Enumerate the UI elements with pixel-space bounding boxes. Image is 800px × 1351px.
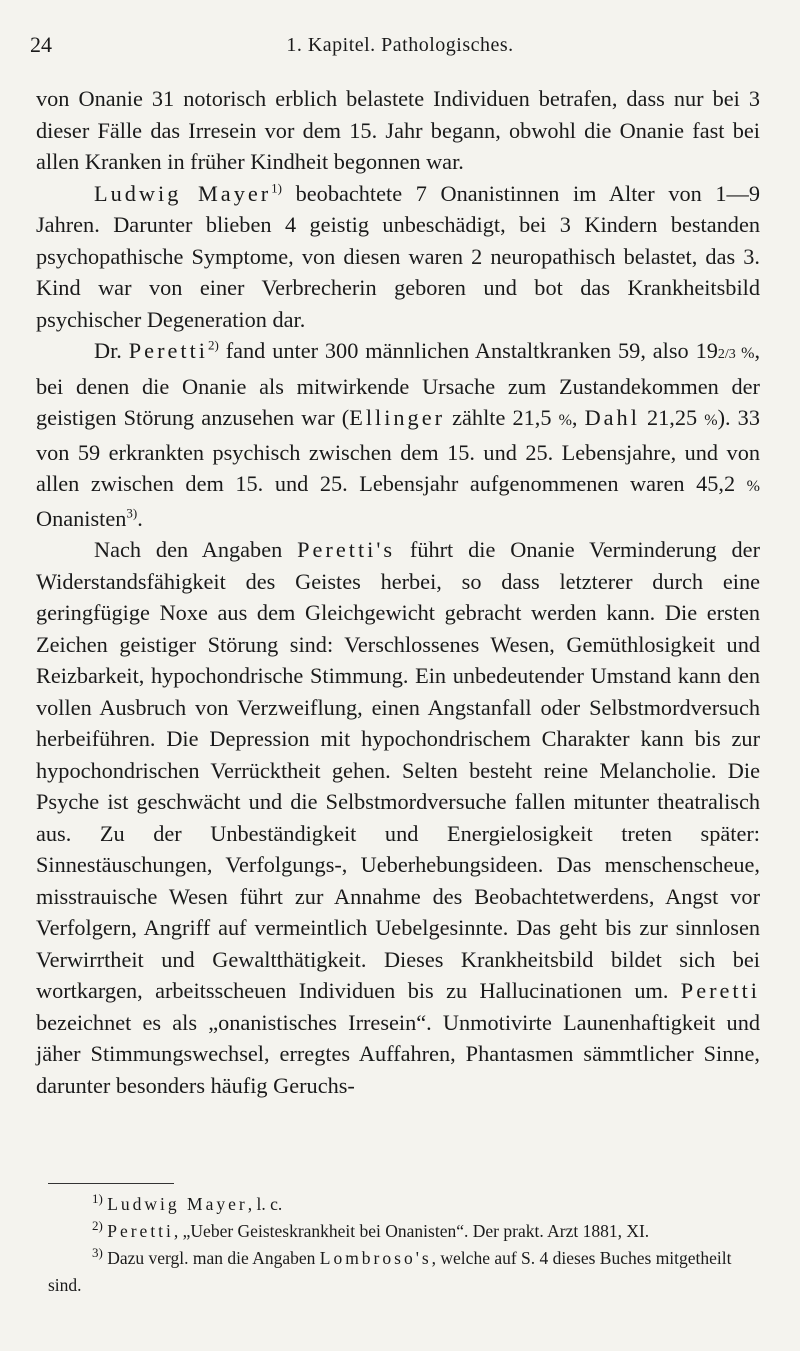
paragraph-text: Onanisten [36,505,127,531]
percent-sign: % [558,412,572,429]
footnote-text: , welche auf S. 4 dieses Buches mitgetheilt sind. [48,1248,732,1295]
footnote-2 [48,1218,764,1245]
author-name: Ludwig Mayer [107,1194,248,1214]
paragraph-1: von Onanie 31 notorisch erblich belastete Individuen betrafen, dass nur bei 3 dieser Fälle das Irresein vor dem 15. Jahr begann, obwohl die Onanie fast bei allen Kranken in früher Kindheit begonnen war. [36,86,760,174]
page-number: 24 [30,32,52,57]
footnotes [48,1191,764,1299]
percent-sign: % [746,478,760,495]
footnote-marker: 3) [92,1245,103,1261]
paragraph-text: fand unter 300 männlichen Anstaltkranken 59, also 19 [218,338,718,363]
footnote-rule [48,1183,174,1184]
paragraph-text: 21,25 [639,405,705,430]
author-name: Peretti [128,338,208,363]
author-name: Ellinger [349,405,446,430]
paragraph-text: , [571,405,585,430]
paragraph-text: . [137,505,143,531]
paragraph-text: führt die Onanie Verminderung der Widerstandsfähigkeit des Geistes herbei, so dass letzterer durch eine geringfügige Noxe aus dem Gleichgewicht gebracht werden kann. Die ersten Zeichen geistiger Störung sind: Verschlossenes Wesen, Gemüthlosigkeit und Reizbarkeit, hypochondrische Stimmung. Ein unbedeutender Umstand kann den vollen Ausbruch von Verzweiflung, einen Angstanfall oder Selbstmordversuch herbeiführen. Die Depression mit hypochondrischem Charakter kann bis zur hypochondrischen Verrücktheit gehen. Selten besteht reine Melancholie. Die Psyche ist geschwächt und die Selbstmordversuche fallen mitunter theatralisch aus. Zu der Unbeständigkeit und Energielosigkeit treten später: Sinnestäuschungen, Verfolgungs-, Ueberhebungsideen. Das menschenscheue, misstrauische Wesen führt zur Annahme des Beobachtetwerdens, Angst vor Verfolgern, Angriff auf vermeintlich Uebelgesinnte. Das geht bis zur sinnlosen Verwirrtheit und Gewaltthätigkeit. Dieses Krankheitsbild bildet sich bei wortkargen, arbeitsscheuen Individuen bis zu Hallucinationen um. [36,537,760,1003]
paragraph-3 [36,335,760,534]
paragraph-2 [36,178,760,336]
author-name: Ludwig Mayer [94,180,272,206]
paragraph-4 [36,534,760,1101]
paragraph-text: zählte 21,5 [445,405,559,430]
footnote-text: Dazu vergl. man die Angaben [107,1248,320,1268]
footnote-ref: 1) [271,180,283,196]
body-text [36,83,760,1101]
paragraph-text: bezeichnet es als „onanistisches Irresein“. Unmotivirte Launenhaftigkeit und jäher Stimmungswechsel, erregtes Auffahren, Phantasmen sämmtlicher Sinne, darunter besonders häufig Geruchs- [36,1009,760,1098]
paragraph-text: beobachtete 7 Onanistinnen im Alter von 1—9 Jahren. Darunter blieben 4 geistig unbeschädigt, bei 3 Kindern bestanden psychopathische Symptome, von diesen waren 2 neuropathisch belastet, das 3. Kind war von einer Verbrecherin geboren und bot das Krankheitsbild psychischer Degeneration dar. [36,180,760,332]
paragraph-text: , bei denen die Onanie als mitwirkende Ursache zum Zustandekommen der geistigen Störung anzusehen war ( [36,338,761,430]
footnote-ref: 3) [126,505,138,521]
author-name: Dahl [584,405,640,430]
page-header [30,32,770,62]
footnote-marker: 2) [92,1218,103,1234]
paragraph-text: ). 33 von 59 erkrankten psychisch zwischen dem 15. und 25. Lebensjahre, und von allen zwischen dem 15. und 25. Lebensjahr aufgenommenen waren 45,2 [36,405,760,496]
author-name: Lombroso's [319,1248,432,1268]
paragraph-text: Nach den Angaben [94,537,298,562]
percent-sign: % [735,345,755,362]
author-name: Peretti's [297,537,396,562]
running-head: 1. Kapitel. Pathologisches. [286,34,514,56]
footnote-text: , l. c. [247,1194,283,1214]
footnote-marker: 1) [92,1191,103,1207]
author-name: Peretti [680,978,760,1003]
author-name: Peretti [107,1221,174,1241]
fraction: 2/3 [717,347,736,362]
percent-sign: % [704,412,718,429]
footnote-3 [48,1245,764,1299]
footnote-text: , „Ueber Geisteskrankheit bei Onanisten“. Der prakt. Arzt 1881, XI. [173,1221,650,1241]
paragraph-text: Dr. [94,338,129,363]
footnote-ref: 2) [207,337,219,353]
footnote-1 [48,1191,764,1218]
